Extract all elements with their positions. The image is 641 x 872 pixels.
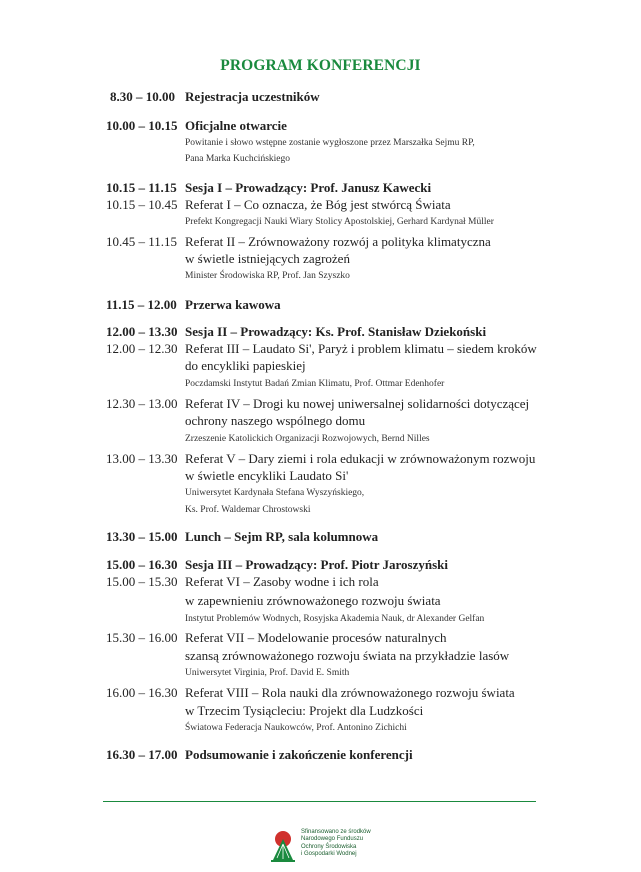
entry-title: Referat IV – Drogi ku nowej uniwersalnej solidarności dotyczącej bbox=[185, 396, 530, 411]
entry-title: Rejestracja uczestników bbox=[185, 89, 320, 104]
entry-time: 15.00 – 16.30 bbox=[106, 557, 178, 572]
entry-title-cont: w świetle istniejących zagrożeń bbox=[185, 251, 350, 266]
entry-title: Referat I – Co oznacza, że Bóg jest stwórcą Świata bbox=[185, 197, 451, 212]
entry-note: Pana Marka Kuchcińskiego bbox=[185, 154, 290, 164]
funding-note bbox=[301, 829, 371, 858]
entry-time: 15.30 – 16.00 bbox=[106, 630, 178, 645]
entry-time: 8.30 – 10.00 bbox=[110, 89, 175, 104]
entry-note: Poczdamski Instytut Badań Zmian Klimatu, Prof. Ottmar Edenhofer bbox=[185, 379, 445, 389]
entry-time: 12.00 – 13.30 bbox=[106, 324, 178, 339]
entry-note: Zrzeszenie Katolickich Organizacji Rozwojowych, Bernd Nilles bbox=[185, 434, 430, 444]
entry-title: Referat V – Dary ziemi i rola edukacji w zrównoważonym rozwoju bbox=[185, 451, 536, 466]
entry-title: Oficjalne otwarcie bbox=[185, 118, 287, 133]
entry-note: Światowa Federacja Naukowców, Prof. Antonino Zichichi bbox=[185, 723, 407, 733]
entry-note: Prefekt Kongregacji Nauki Wiary Stolicy Apostolskiej, Gerhard Kardynał Müller bbox=[185, 217, 494, 227]
entry-note: Minister Środowiska RP, Prof. Jan Szyszko bbox=[185, 271, 350, 281]
entry-title: Referat III – Laudato Si', Paryż i problem klimatu – siedem kroków bbox=[185, 341, 537, 356]
entry-note: Powitanie i słowo wstępne zostanie wygłoszone przez Marszałka Sejmu RP, bbox=[185, 138, 475, 148]
entry-time: 16.30 – 17.00 bbox=[106, 747, 178, 762]
footer-divider bbox=[103, 801, 536, 802]
entry-title-cont: w świetle encykliki Laudato Si' bbox=[185, 468, 349, 483]
entry-title: Podsumowanie i zakończenie konferencji bbox=[185, 747, 413, 762]
entry-note: Instytut Problemów Wodnych, Rosyjska Akademia Nauk, dr Alexander Gelfan bbox=[185, 614, 485, 624]
entry-title: Referat VI – Zasoby wodne i ich rola bbox=[185, 574, 379, 589]
entry-title-cont: szansą zrównoważonego rozwoju świata na przykładzie lasów bbox=[185, 648, 510, 663]
entry-title-cont: w zapewnieniu zrównoważonego rozwoju świata bbox=[185, 593, 441, 608]
entry-time: 12.00 – 12.30 bbox=[106, 341, 178, 356]
entry-note: Uniwersytet Kardynała Stefana Wyszyńskiego, bbox=[185, 488, 365, 498]
entry-title: Przerwa kawowa bbox=[185, 297, 281, 312]
page-title: PROGRAM KONFERENCJI bbox=[220, 57, 421, 74]
entry-title: Referat II – Zrównoważony rozwój a polityka klimatyczna bbox=[185, 234, 491, 249]
entry-time: 10.00 – 10.15 bbox=[106, 118, 178, 133]
entry-time: 10.15 – 11.15 bbox=[106, 180, 177, 195]
entry-title: Sesja I – Prowadzący: Prof. Janusz Kawecki bbox=[185, 180, 432, 195]
entry-time: 10.15 – 10.45 bbox=[106, 197, 178, 212]
entry-time: 11.15 – 12.00 bbox=[106, 297, 177, 312]
funding-line: Narodowego Funduszu bbox=[301, 836, 364, 843]
entry-title-cont: ochrony naszego wspólnego domu bbox=[185, 413, 366, 428]
nfosigw-logo-icon bbox=[268, 830, 298, 864]
entry-title: Sesja III – Prowadzący: Prof. Piotr Jaroszyński bbox=[185, 557, 448, 572]
entry-note: Uniwersytet Virginia, Prof. David E. Smith bbox=[185, 668, 350, 678]
entry-time: 12.30 – 13.00 bbox=[106, 396, 178, 411]
entry-note: Ks. Prof. Waldemar Chrostowski bbox=[185, 505, 311, 515]
entry-title: Referat VII – Modelowanie procesów naturalnych bbox=[185, 630, 447, 645]
entry-title-cont: w Trzecim Tysiącleciu: Projekt dla Ludzkości bbox=[185, 703, 424, 718]
entry-time: 16.00 – 16.30 bbox=[106, 685, 178, 700]
entry-title: Lunch – Sejm RP, sala kolumnowa bbox=[185, 529, 379, 544]
funding-line: i Gospodarki Wodnej bbox=[301, 850, 357, 857]
entry-title: Sesja II – Prowadzący: Ks. Prof. Stanisław Dziekoński bbox=[185, 324, 487, 339]
entry-time: 15.00 – 15.30 bbox=[106, 574, 178, 589]
entry-title-cont: do encykliki papieskiej bbox=[185, 358, 306, 373]
entry-time: 13.30 – 15.00 bbox=[106, 529, 178, 544]
entry-title: Referat VIII – Rola nauki dla zrównoważonego rozwoju świata bbox=[185, 685, 515, 700]
funding-line: Sfinansowano ze środków bbox=[301, 829, 371, 835]
funding-line: Ochrony Środowiska bbox=[301, 843, 357, 850]
entry-time: 13.00 – 13.30 bbox=[106, 451, 178, 466]
entry-time: 10.45 – 11.15 bbox=[106, 234, 178, 249]
